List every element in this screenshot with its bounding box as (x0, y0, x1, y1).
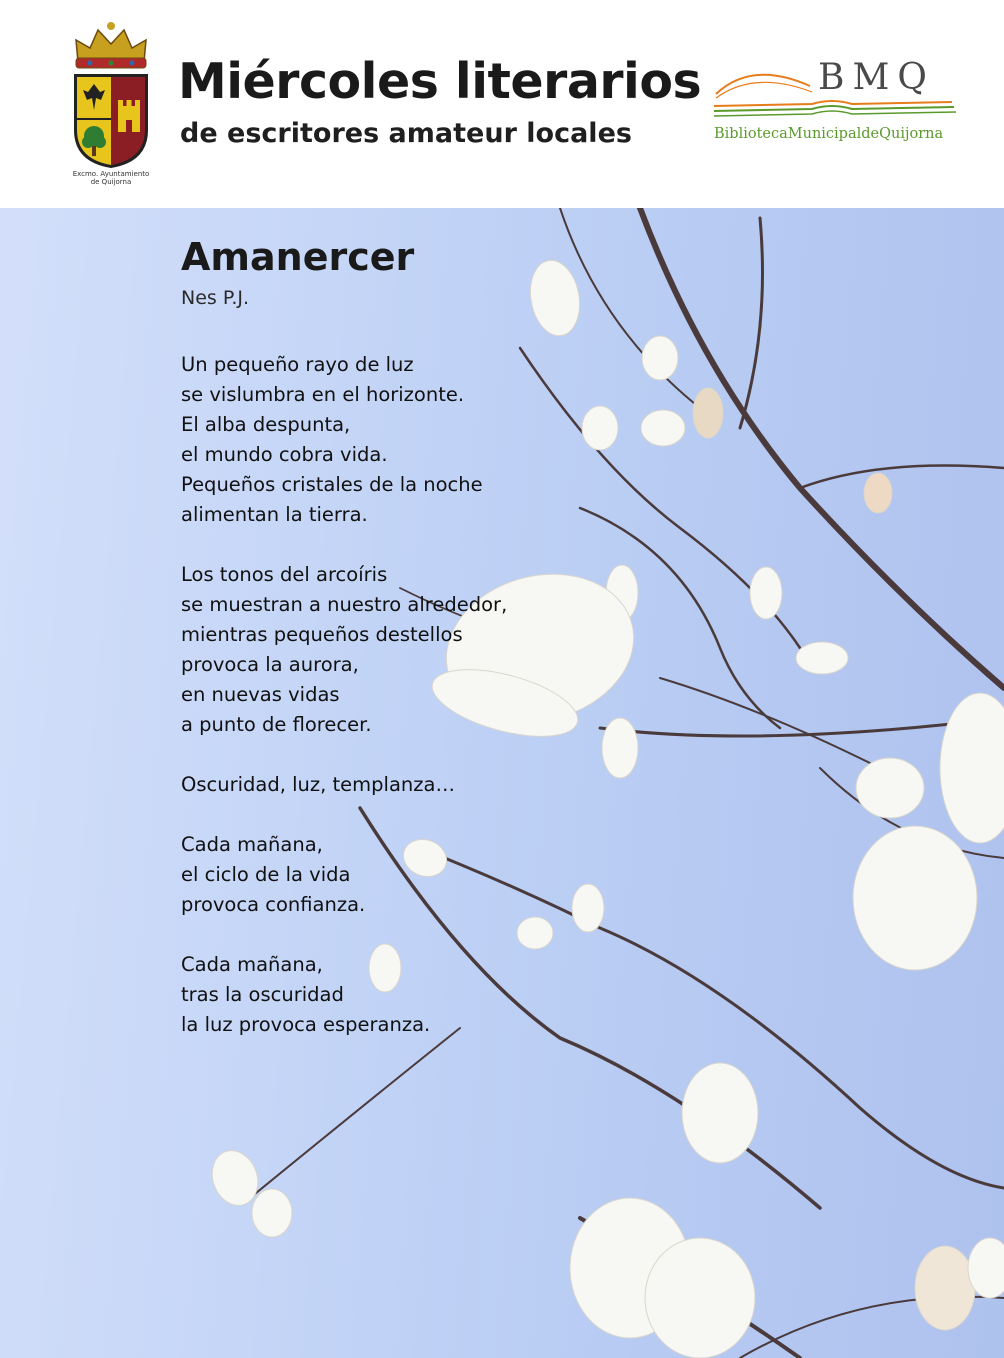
poem-line: a punto de florecer. (181, 713, 372, 736)
poem-line: mientras pequeños destellos (181, 623, 463, 646)
poem-author: Nes P.J. (181, 287, 250, 309)
poem-line: Oscuridad, luz, templanza… (181, 773, 455, 796)
poem-line: alimentan la tierra. (181, 503, 368, 526)
poem-line: el mundo cobra vida. (181, 443, 388, 466)
poem-line: provoca confianza. (181, 893, 366, 916)
poem-stanzas (181, 350, 601, 1040)
stanza (181, 950, 601, 1040)
crest-caption-line: Excmo. Ayuntamiento (72, 170, 150, 178)
page-title: Miércoles literarios (178, 53, 702, 110)
coat-of-arms-icon (68, 18, 154, 170)
poem-line: se muestran a nuestro alrededor, (181, 593, 508, 616)
library-name: BibliotecaMunicipaldeQuijorna (714, 126, 944, 142)
poem-line: se vislumbra en el horizonte. (181, 383, 465, 406)
poem-line: Pequeños cristales de la noche (181, 473, 483, 496)
poem-line: Cada mañana, (181, 833, 323, 856)
crest-caption-line: de Quijorna (90, 178, 132, 186)
poem-line: Los tonos del arcoíris (181, 563, 388, 586)
poem-line: Cada mañana, (181, 953, 323, 976)
header-banner (0, 0, 1004, 208)
poem-line: en nuevas vidas (181, 683, 340, 706)
library-logo-letters: BMQ (818, 57, 935, 98)
poem-line: el ciclo de la vida (181, 863, 351, 886)
stanza (181, 560, 601, 740)
poem-title: Amanercer (181, 235, 415, 279)
stanza (181, 830, 601, 920)
poem-line: la luz provoca esperanza. (181, 1013, 431, 1036)
stanza (181, 770, 601, 800)
crest-caption (56, 170, 166, 186)
page-subtitle: de escritores amateur locales (180, 118, 632, 149)
poem-line: provoca la aurora, (181, 653, 359, 676)
poem-line: Un pequeño rayo de luz (181, 353, 414, 376)
poem-line: tras la oscuridad (181, 983, 344, 1006)
poem (181, 232, 601, 1070)
stanza (181, 350, 601, 530)
poem-line: El alba despunta, (181, 413, 351, 436)
